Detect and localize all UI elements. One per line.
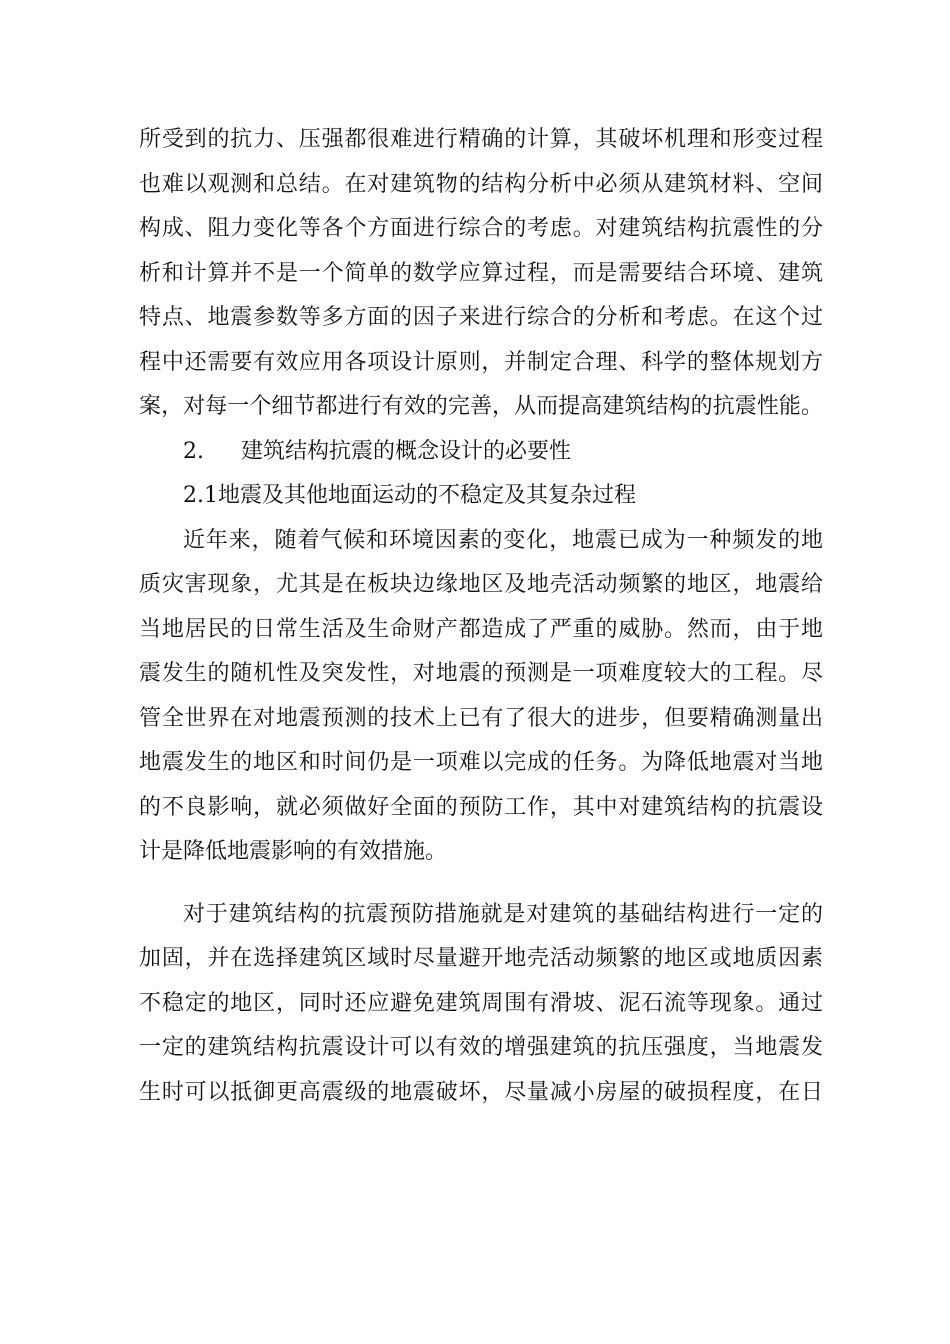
paragraph-3-line: 不稳定的地区，同时还应避免建筑周围有滑坡、泥石流等现象。通过 [139,990,823,1016]
paragraph-3-line: 生时可以抵御更高震级的地震破坏，尽量减小房屋的破损程度，在日 [139,1079,823,1105]
paragraph-2-line: 震发生的随机性及突发性，对地震的预测是一项难度较大的工程。尽 [139,661,823,686]
section-2-1-heading: 2.1地震及其他地面运动的不稳定及其复杂过程 [183,483,636,508]
paragraph-spacer [139,875,823,893]
paragraph-3-line: 加固，并在选择建筑区域时尽量避开地壳活动频繁的地区或地质因素 [139,946,823,971]
document-body [139,118,823,1115]
paragraph-3 [139,893,823,1116]
paragraph-3-line: 一定的建筑结构抗震设计可以有效的增强建筑的抗压强度，当地震发 [139,1035,823,1060]
paragraph-1-line: 析和计算并不是一个简单的数学应算过程，而是需要结合环境、建筑 [139,260,823,286]
paragraph-2-line: 的不良影响，就必须做好全面的预防工作，其中对建筑结构的抗震设 [139,794,823,820]
paragraph-1-line: 构成、阻力变化等各个方面进行综合的考虑。对建筑结构抗震性的分 [139,216,823,241]
section-2-number: 2. [183,438,204,464]
section-2-heading [139,430,823,475]
paragraph-2-line: 质灾害现象，尤其是在板块边缘地区及地壳活动频繁的地区，地震给 [139,572,823,597]
paragraph-2-line: 地震发生的地区和时间仍是一项难以完成的任务。为降低地震对当地 [139,750,823,775]
paragraph-3-line: 对于建筑结构的抗震预防措施就是对建筑的基础结构进行一定的 [183,901,823,927]
paragraph-2-line: 计是降低地震影响的有效措施。 [139,839,448,864]
paragraph-2-line: 管全世界在对地震预测的技术上已有了很大的进步，但要精确测量出 [139,705,823,731]
section-2-title: 建筑结构抗震的概念设计的必要性 [241,438,572,464]
paragraph-1-line: 特点、地震参数等多方面的因子来进行综合的分析和考虑。在这个过 [139,305,823,330]
paragraph-1-line: 所受到的抗力、压强都很难进行精确的计算，其破坏机理和形变过程 [139,127,823,152]
paragraph-1-line: 案，对每一个细节都进行有效的完善，从而提高建筑结构的抗震性能。 [139,394,823,419]
paragraph-2-line: 当地居民的日常生活及生命财产都造成了严重的威胁。然而，由于地 [139,616,823,642]
paragraph-2-line: 近年来，随着气候和环境因素的变化，地震已成为一种频发的地 [183,527,823,553]
paragraph-1-line: 程中还需要有效应用各项设计原则，并制定合理、科学的整体规划方 [139,349,823,375]
paragraph-2 [139,519,823,875]
paragraph-1-line: 也难以观测和总结。在对建筑物的结构分析中必须从建筑材料、空间 [139,171,823,197]
paragraph-1 [139,118,823,430]
